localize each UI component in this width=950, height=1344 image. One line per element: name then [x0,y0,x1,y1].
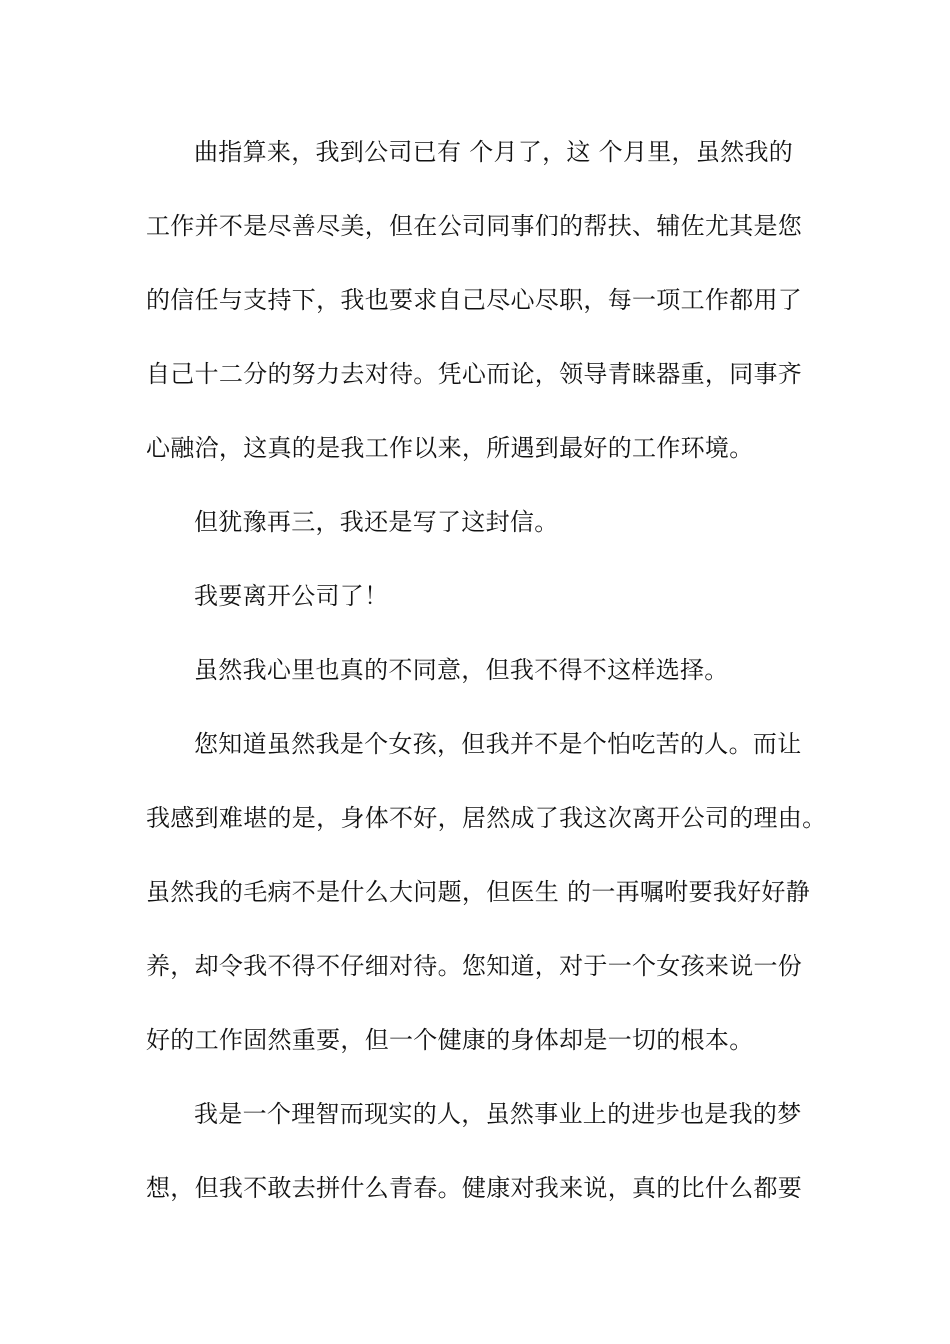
paragraph-line: 养，却令我不得不仔细对待。您知道，对于一个女孩来说一份 [146,952,803,980]
paragraph-line: 好的工作固然重要，但一个健康的身体却是一切的根本。 [146,1026,754,1054]
paragraph-line: 自己十二分的努力去对待。凭心而论，领导青睐器重，同事齐 [146,360,803,388]
paragraph-line: 但犹豫再三，我还是写了这封信。 [194,508,559,536]
paragraph-line: 您知道虽然我是个女孩，但我并不是个怕吃苦的人。而让 [194,730,802,758]
paragraph-line: 想，但我不敢去拼什么青春。健康对我来说，真的比什么都要 [146,1174,803,1202]
paragraph-line: 我要离开公司了！ [194,582,389,610]
paragraph-line: 我是一个理智而现实的人，虽然事业上的进步也是我的梦 [194,1100,802,1128]
paragraph-line: 心融洽，这真的是我工作以来，所遇到最好的工作环境。 [146,434,754,462]
paragraph-line: 工作并不是尽善尽美，但在公司同事们的帮扶、辅佐尤其是您 [146,212,803,240]
paragraph-line: 的信任与支持下，我也要求自己尽心尽职，每一项工作都用了 [146,286,803,314]
paragraph-line: 我感到难堪的是，身体不好，居然成了我这次离开公司的理由。 [146,804,827,832]
paragraph-line: 虽然我心里也真的不同意，但我不得不这样选择。 [194,656,729,684]
paragraph-line: 虽然我的毛病不是什么大问题，但医生 的一再嘱咐要我好好静 [146,878,811,906]
paragraph-line: 曲指算来，我到公司已有 个月了，这 个月里，虽然我的 [194,138,794,166]
